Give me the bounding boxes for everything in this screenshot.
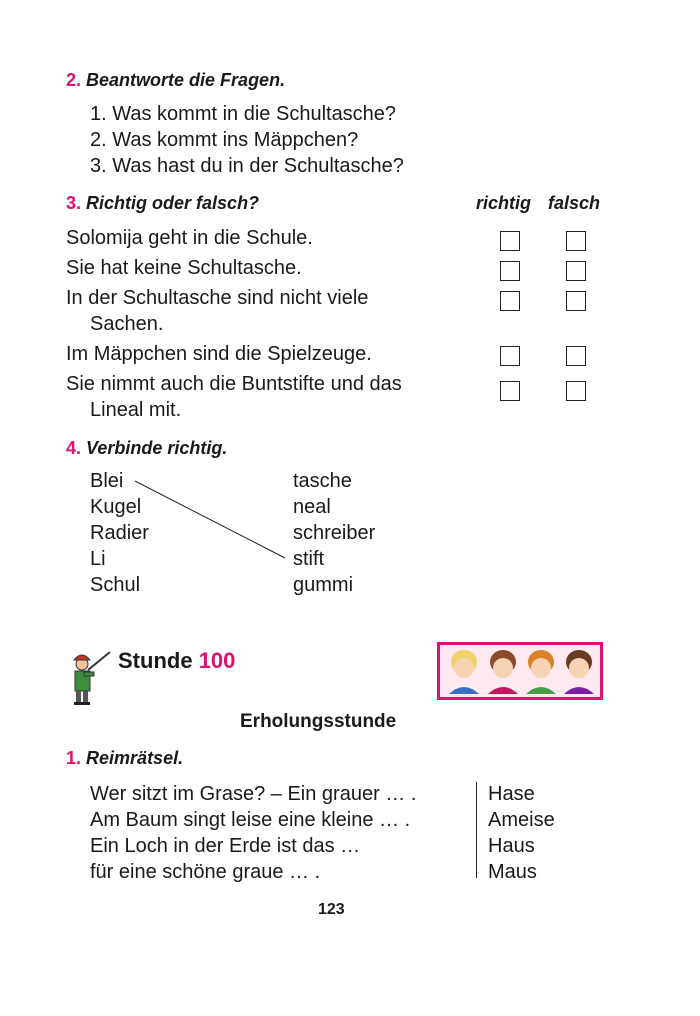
task4-number: 4. (66, 438, 82, 458)
task1-number: 1. (66, 748, 82, 768)
task1-title: Reimrätsel. (86, 748, 184, 768)
statement-3-cont: Sachen. (90, 313, 164, 335)
lesson-subtitle: Erholungsstunde (240, 711, 397, 732)
task3-title: Richtig oder falsch? (86, 193, 260, 213)
task3-number: 3. (66, 193, 82, 213)
task4-title: Verbinde richtig. (86, 438, 228, 458)
riddle-4: für eine schöne graue … . (90, 861, 321, 883)
lesson-number: 100 (198, 648, 236, 673)
page-number: 123 (318, 901, 345, 918)
statement-4: Im Mäppchen sind die Spielzeuge. (66, 343, 372, 365)
right-part-2: neal (293, 496, 331, 518)
task2-number: 2. (66, 70, 82, 90)
statement-1: Solomija geht in die Schule. (66, 227, 313, 249)
statement-3: In der Schultasche sind nicht viele (66, 287, 369, 309)
answer-3: Haus (488, 835, 535, 857)
column-richtig: richtig (476, 193, 532, 213)
lesson-label: Stunde (118, 648, 193, 673)
left-part-1: Blei (90, 470, 124, 492)
left-part-2: Kugel (90, 496, 142, 518)
question-1: 1. Was kommt in die Schultasche? (90, 103, 397, 125)
answer-2: Ameise (488, 809, 555, 831)
task2-title: Beantworte die Fragen. (86, 70, 286, 90)
riddle-3: Ein Loch in der Erde ist das … (90, 835, 361, 857)
riddle-1: Wer sitzt im Grase? – Ein grauer … . (90, 783, 417, 805)
left-part-5: Schul (90, 574, 141, 596)
left-part-4: Li (90, 548, 106, 570)
left-part-3: Radier (90, 522, 149, 544)
right-part-4: stift (293, 548, 325, 570)
right-part-5: gummi (293, 574, 354, 596)
riddle-2: Am Baum singt leise eine kleine … . (90, 809, 411, 831)
question-2: 2. Was kommt ins Mäppchen? (90, 129, 359, 151)
statement-2: Sie hat keine Schultasche. (66, 257, 302, 279)
question-3: 3. Was hast du in der Schultasche? (90, 155, 404, 177)
column-falsch: falsch (548, 193, 601, 213)
children-illustration (437, 642, 603, 700)
task1-heading (66, 748, 183, 769)
teacher-pointer-icon (68, 648, 114, 706)
right-part-3: schreiber (293, 522, 376, 544)
lesson-title (118, 648, 235, 674)
statement-5: Sie nimmt auch die Buntstifte und das (66, 373, 402, 395)
answer-4: Maus (488, 861, 537, 883)
right-part-1: tasche (293, 470, 352, 492)
answer-1: Hase (488, 783, 535, 805)
answers-divider (476, 782, 477, 878)
statement-5-cont: Lineal mit. (90, 399, 182, 421)
